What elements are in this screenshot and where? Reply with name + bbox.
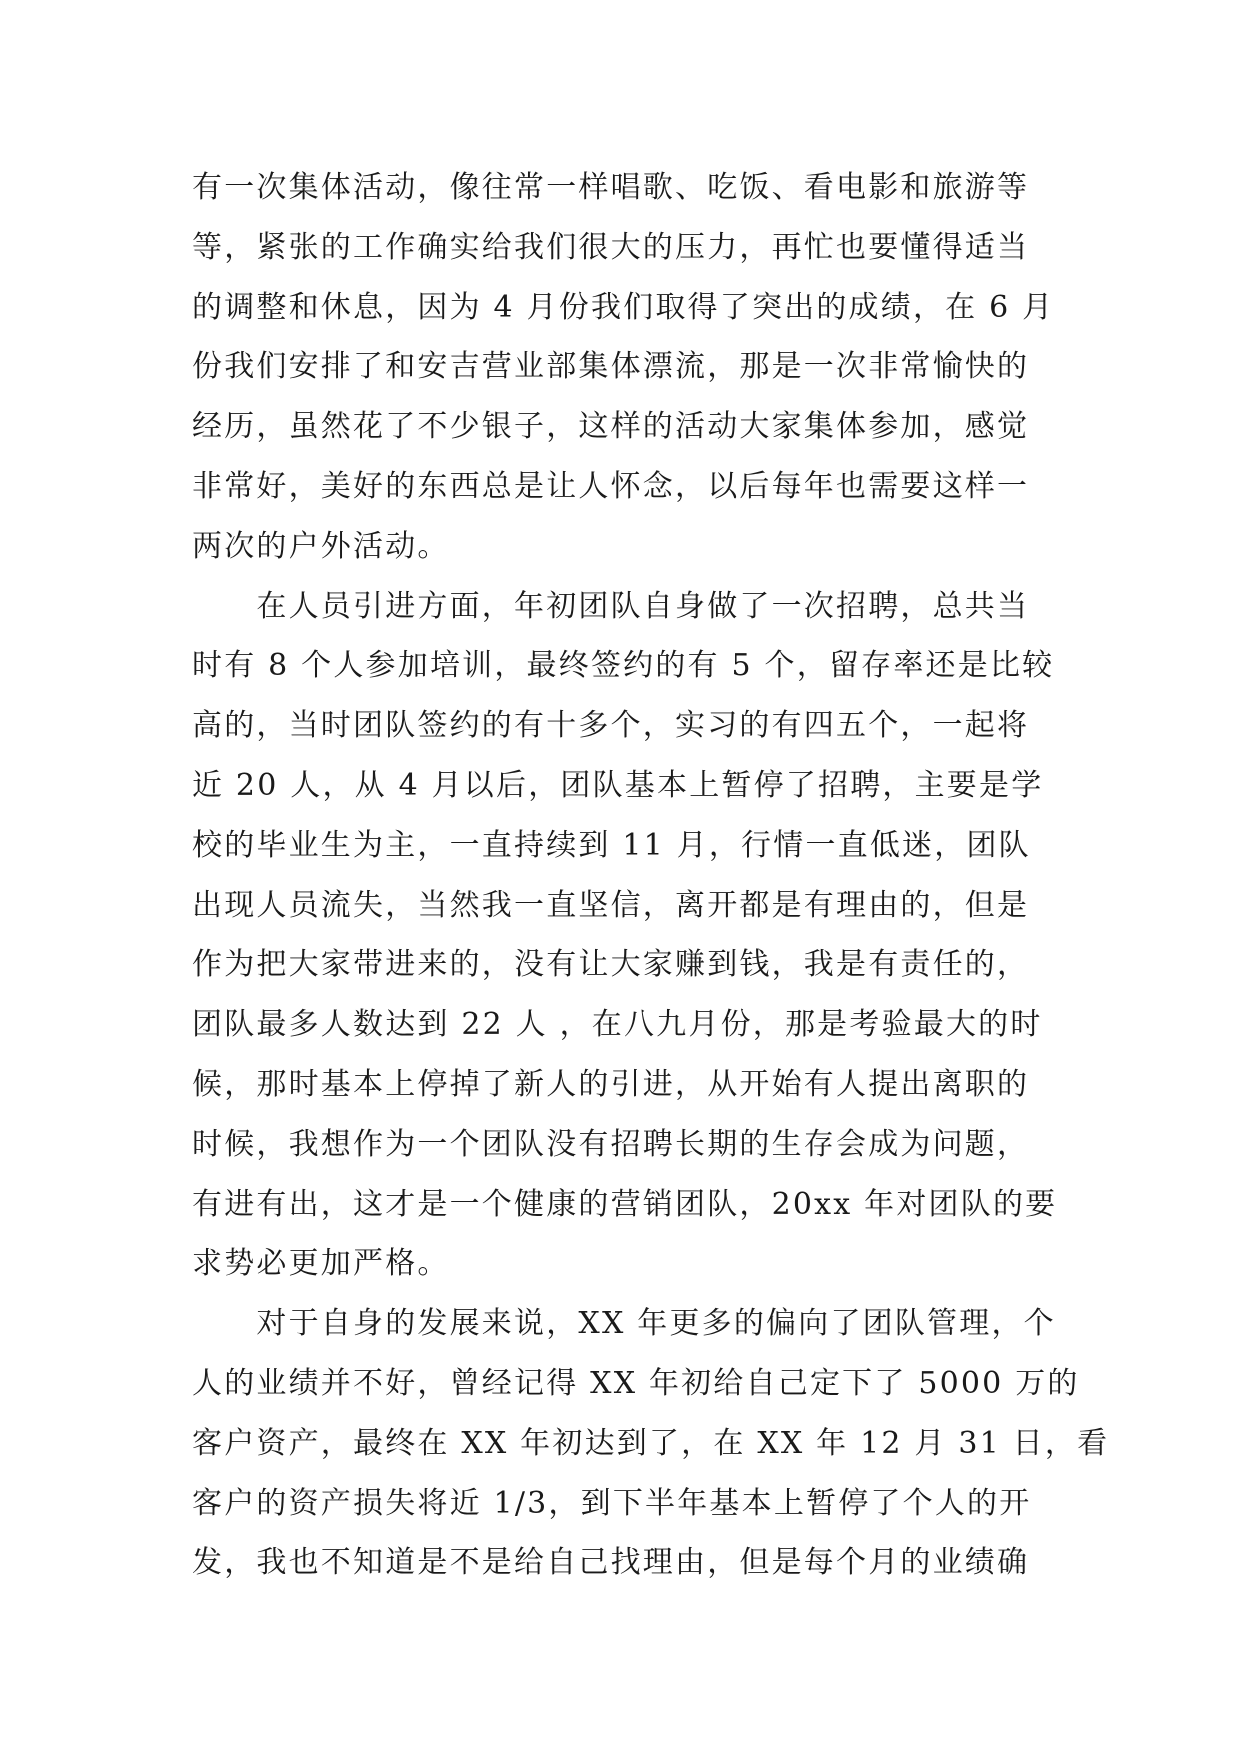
- text-line: 人的业绩并不好，曾经记得 XX 年初给自己定下了 5000 万的: [192, 1365, 1080, 1401]
- text-line: 时候，我想作为一个团队没有招聘长期的生存会成为问题，: [192, 1126, 1030, 1162]
- text-line: 有一次集体活动，像往常一样唱歌、吃饭、看电影和旅游等: [192, 170, 1030, 205]
- text-line: 等，紧张的工作确实给我们很大的压力，再忙也要懂得适当: [192, 229, 1030, 265]
- text-line: 经历，虽然花了不少银子，这样的活动大家集体参加，感觉: [192, 409, 1030, 445]
- text-line: 求势必更加严格。: [192, 1246, 450, 1282]
- text-line: 作为把大家带进来的，没有让大家赚到钱，我是有责任的，: [192, 947, 1030, 983]
- text-line: 时有 8 个人参加培训，最终签约的有 5 个，留存率还是比较: [192, 648, 1055, 684]
- text-line: 客户资产，最终在 XX 年初达到了，在 XX 年 12 月 31 日，看: [192, 1425, 1110, 1461]
- body-text: [192, 158, 1110, 1593]
- text-line: 的调整和休息，因为 4 月份我们取得了突出的成绩，在 6 月: [192, 289, 1055, 325]
- text-line: 份我们安排了和安吉营业部集体漂流，那是一次非常愉快的: [192, 349, 1030, 385]
- text-line: 两次的户外活动。: [192, 528, 450, 564]
- text-line: 非常好，美好的东西总是让人怀念，以后每年也需要这样一: [192, 468, 1030, 504]
- text-line: 发，我也不知道是不是给自己找理由，但是每个月的业绩确: [192, 1545, 1030, 1581]
- text-line: 团队最多人数达到 22 人 ，在八九月份，那是考验最大的时: [192, 1007, 1043, 1043]
- text-line: 候，那时基本上停掉了新人的引进，从开始有人提出离职的: [192, 1066, 1030, 1102]
- text-line: 在人员引进方面，年初团队自身做了一次招聘，总共当: [192, 588, 1030, 624]
- text-line: 高的，当时团队签约的有十多个，实习的有四五个，一起将: [192, 708, 1030, 744]
- text-line: 出现人员流失，当然我一直坚信，离开都是有理由的，但是: [192, 887, 1030, 923]
- text-line: 有进有出，这才是一个健康的营销团队，20xx 年对团队的要: [192, 1186, 1058, 1222]
- text-line: 近 20 人，从 4 月以后，团队基本上暂停了招聘，主要是学: [192, 767, 1044, 803]
- text-line: 校的毕业生为主，一直持续到 11 月，行情一直低迷，团队: [192, 827, 1031, 863]
- text-line: 客户的资产损失将近 1/3，到下半年基本上暂停了个人的开: [192, 1485, 1032, 1521]
- text-line: 对于自身的发展来说，XX 年更多的偏向了团队管理，个: [192, 1306, 1056, 1342]
